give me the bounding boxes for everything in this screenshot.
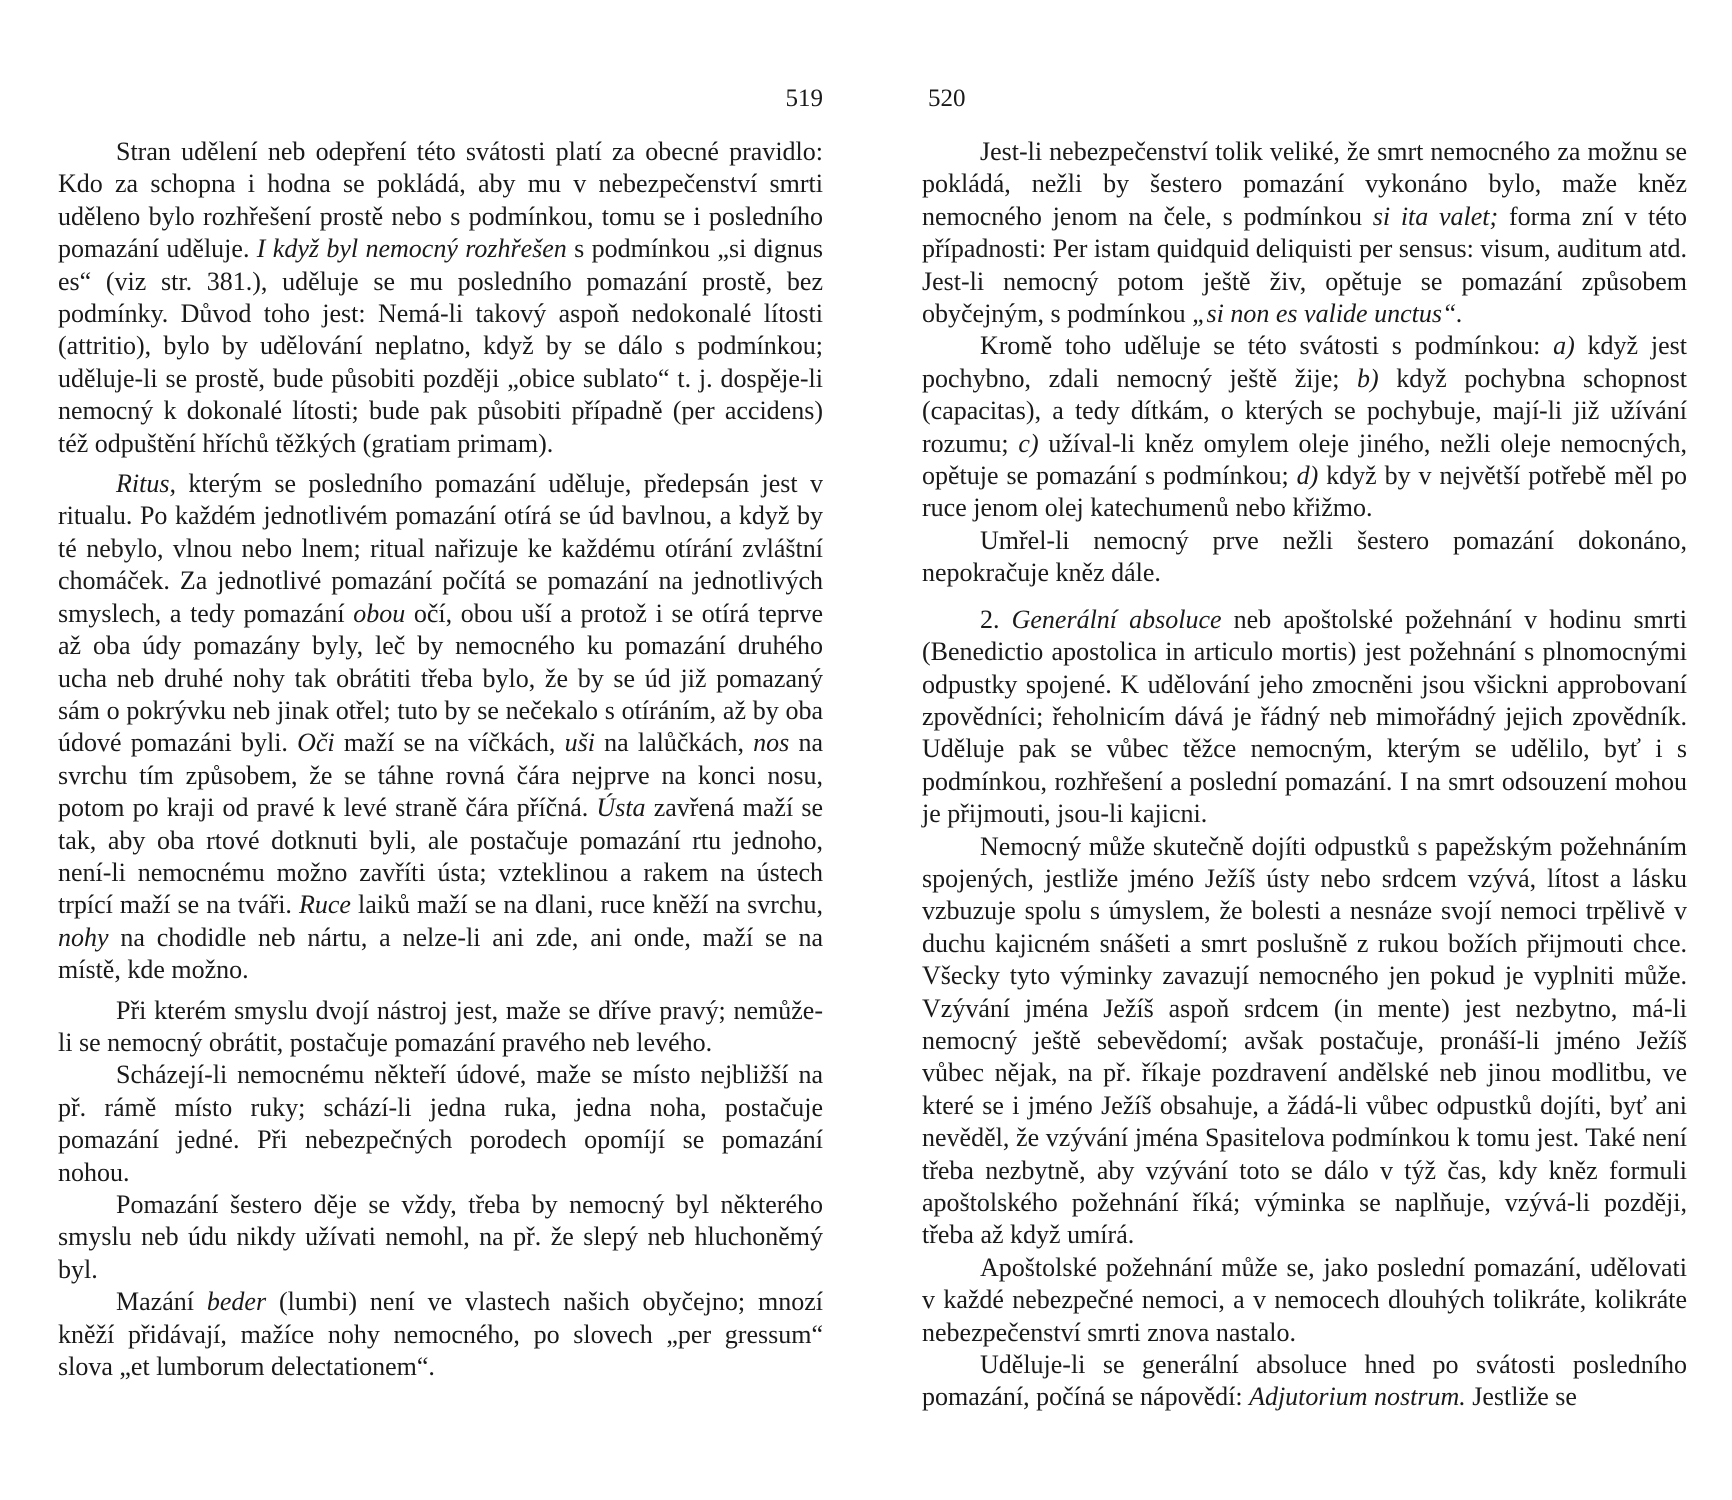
text-run: na svrchu tím způsobem, že se táhne rovná čára nejprve na konci nosu, potom po kraji od pravé k levé straně čára příčná. bbox=[58, 728, 823, 823]
text-run: užíval-li kněz omylem oleje jiného, nežli oleje nemocných, opětuje se pomazání s podmínkou; bbox=[922, 428, 1687, 491]
italic-text: „si non es valide unctus“. bbox=[1192, 299, 1463, 329]
text-run: Nemocný může skutečně dojíti odpustků s papežským požehnáním spojených, jestliže jméno Ježíš ústy nebo srdcem vzývá, lítost a lásku vzbuzuje spolu s úmyslem, že bolesti a nesnáze svojí nemoci trpělivě v duchu kajicném snášeti a smrt poslušně z rukou božích přijmouti chce. Všecky tyto výminky zavazují nemocného jen pokud je vyplniti může. Vzývání jména Ježíš aspoň srdcem (in mente) jest nezbytno, má-li nemocný ještě sebevědomí; avšak postačuje, pronáší-li jméno Ježíš vůbec nějak, na př. říkaje pozdravení andělské neb jinou modlitbu, ve které se i jméno Ježíš obsahuje, a žádá-li vůbec odpustků dojíti, byť ani nevěděl, že vzývání jména Spasitelova podmínkou k tomu jest. Také není třeba nezbytně, aby vzývání toto se dálo v týž čas, kdy kněz formuli apoštolského požehnání říká; výminka se naplňuje, vzývá-li později, třeba až když umírá. bbox=[922, 831, 1687, 1250]
text-run: neb apoštolské požehnání v hodinu smrti (Benedictio apostolica in articulo mortis) jest požehnání s plnomocnými odpustky spojené. K udělování jeho zmocněni jsou všickni approbovaní zpovědníci; řeholnicím dává je řádný neb mimořádný jejich zpovědník. Uděluje pak se vůbec těžce nemocným, kterým se udělilo, byť i s podmínkou, rozhřešení a poslední pomazání. I na smrt odsouzení mohou je přijmouti, jsou-li kajicni. bbox=[922, 604, 1688, 829]
paragraph bbox=[922, 1349, 1687, 1414]
text-run: Scházejí-li nemocnému někteří údové, maže se místo nejbližší na př. rámě místo ruky; schází-li jedna ruka, jedna noha, postačuje pomazání jedné. Při nebezpečných porodech opomíjí se pomazání nohou. bbox=[58, 1060, 823, 1187]
text-run: Stran udělení neb odepření této svátosti platí za obecné pravidlo: Kdo za schopna i hodna se pokládá, aby mu v nebezpečenství smrti uděleno bylo rozhřešení prostě nebo s podmínkou, tomu se i posledního pomazání uděluje. bbox=[58, 137, 823, 264]
italic-text: a) bbox=[1553, 331, 1575, 361]
text-run: 2. bbox=[980, 604, 1012, 634]
italic-text: c) bbox=[1018, 428, 1039, 458]
text-run: Mazání bbox=[116, 1287, 207, 1317]
paragraph bbox=[922, 330, 1687, 524]
text-run: když jest pochybno, zdali nemocný ještě žije; bbox=[922, 331, 1687, 393]
page-number: 520 bbox=[928, 85, 966, 112]
page-number: 519 bbox=[785, 85, 823, 112]
text-run: s podmínkou „si dignus es“ (viz str. 381.), uděluje se mu posledního pomazání prostě, bez podmínky. Důvod toho jest: Nemá-li takový aspoň nedokonalé lítosti (attritio), bylo by udělování neplatno, když by se dálo s podmínkou; uděluje-li se prostě, bude působiti později „obice sublato“ t. j. dospěje-li nemocný k dokonalé lítosti; bude pak působiti případně (per accidens) též odpuštění hříchů těžkých (gratiam primam). bbox=[58, 234, 823, 458]
paragraph bbox=[58, 995, 823, 1060]
paragraph bbox=[58, 1286, 823, 1383]
italic-text: Generální absoluce bbox=[1011, 604, 1222, 634]
text-run: když by v největší potřebě měl po ruce jenom olej katechumenů nebo křižmo. bbox=[922, 461, 1687, 523]
italic-text: Oči bbox=[297, 728, 335, 758]
paragraph bbox=[58, 468, 823, 987]
text-run: zavřená maží se tak, aby oba rtové dotknuti byli, ale postačuje pomazání rtu jednoho, není-li nemocnému možno zavříti ústa; vzteklinou a rakem na ústech trpící maží se na tváři. bbox=[58, 793, 823, 920]
text-run: Kromě toho uděluje se této svátosti s podmínkou: bbox=[980, 331, 1554, 361]
page-body bbox=[922, 136, 1687, 1414]
paragraph bbox=[922, 525, 1687, 590]
italic-text: uši bbox=[564, 728, 595, 758]
text-run: (lumbi) není ve vlastech našich obyčejno; mnozí kněží přidávají, mažíce nohy nemocného, po slovech „per gressum“ slova „et lumborum delectationem“. bbox=[58, 1287, 823, 1382]
page-body bbox=[58, 136, 823, 1383]
italic-text: si ita valet; bbox=[1372, 201, 1499, 231]
paragraph bbox=[58, 1059, 823, 1189]
text-run: Jest-li nebezpečenství tolik veliké, že smrt nemocného za možnu se pokládá, nežli by šestero pomazání vykonáno bylo, maže kněz nemocného jenom na čele, s podmínkou bbox=[922, 137, 1687, 231]
paragraph bbox=[922, 831, 1687, 1252]
italic-text: Adjutorium nostrum. bbox=[1249, 1382, 1466, 1412]
paragraph bbox=[922, 604, 1687, 831]
paragraph bbox=[922, 136, 1687, 330]
italic-text: Ústa bbox=[596, 793, 646, 823]
italic-text: b) bbox=[1357, 363, 1379, 393]
paragraph bbox=[922, 1252, 1687, 1349]
italic-text: Ruce bbox=[298, 890, 351, 920]
text-run: Jestliže se bbox=[1465, 1382, 1577, 1412]
text-run: maží se na víčkách, bbox=[334, 728, 565, 758]
text-run: forma zní v této případnosti: Per istam quidquid deliquisti per sensus: visum, auditum atd. Jest-li nemocný potom ještě živ, opětuje se pomazání způsobem obyčejným, s podmínkou bbox=[922, 201, 1687, 329]
text-run: Pomazání šestero děje se vždy, třeba by nemocný byl některého smyslu neb údu nikdy užívati nemohl, na př. že slepý neb hluchoněmý byl. bbox=[58, 1190, 823, 1284]
italic-text: I když byl nemocný rozhřešen bbox=[256, 234, 567, 264]
paragraph bbox=[58, 136, 823, 460]
italic-text: nohy bbox=[58, 922, 109, 952]
text-run: laiků maží se na dlani, ruce kněží na svrchu, bbox=[350, 890, 823, 920]
italic-text: obou bbox=[353, 598, 406, 628]
text-run: očí, obou uší a protož i se otírá teprve až oba údy pomazány byly, leč by nemocného ku pomazání druhého ucha neb druhé nohy tak obrátiti třeba bylo, že by se úd již pomazaný sám o pokrývku neb jinak otřel; tuto by se nečekalo s otíráním, až by oba údové pomazáni byli. bbox=[58, 598, 824, 758]
italic-text: beder bbox=[206, 1287, 267, 1317]
italic-text: nos bbox=[753, 728, 790, 758]
text-run: Při kterém smyslu dvojí nástroj jest, maže se dříve pravý; nemůže-li se nemocný obrátit, postačuje pomazání pravého neb levého. bbox=[58, 995, 823, 1057]
italic-text: d) bbox=[1296, 461, 1319, 491]
paragraph bbox=[58, 1189, 823, 1286]
text-run: kterým se posledního pomazání uděluje, předepsán jest v ritualu. Po každém jednotlivém pomazání otírá se úd bavlnou, a když by té nebylo, vlnou nebo lnem; ritual nařizuje ke každému otírání zvláštní chomáček. Za jednotlivé pomazání počítá se pomazání na jednotlivých smyslech, a tedy pomazání bbox=[58, 469, 823, 628]
text-run: Umřel-li nemocný prve nežli šestero pomazání dokonáno, nepokračuje kněz dále. bbox=[922, 525, 1687, 588]
text-run: na lalůčkách, bbox=[594, 728, 754, 758]
text-run: Uděluje-li se generální absoluce hned po svátosti posledního pomazání, počíná se nápovědí: bbox=[922, 1350, 1687, 1412]
text-run: když pochybna schopnost (capacitas), a tedy dítkám, o kterých se pochybuje, mají-li již užívání rozumu; bbox=[922, 363, 1687, 458]
text-run: na chodidle neb nártu, a nelze-li ani zde, ani onde, maží se na místě, kde možno. bbox=[58, 922, 823, 985]
text-run: Apoštolské požehnání může se, jako poslední pomazání, udělovati v každé nebezpečné nemoci, a v nemocech dlouhých tolikráte, kolikráte nebezpečenství smrti znova nastalo. bbox=[922, 1252, 1687, 1347]
italic-text: Ritus, bbox=[116, 469, 176, 499]
